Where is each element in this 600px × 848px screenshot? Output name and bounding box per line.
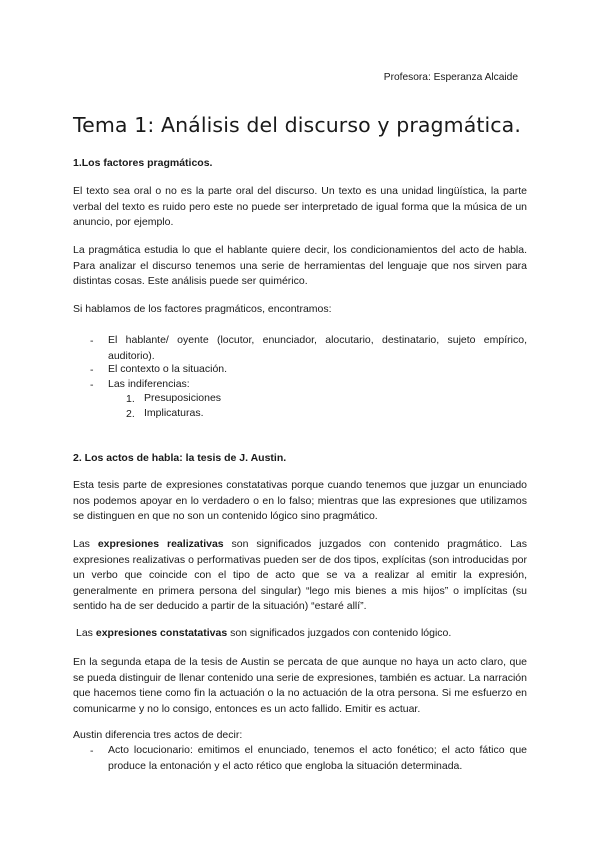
list-bullet: - bbox=[90, 379, 94, 391]
list-item: Las indiferencias: bbox=[108, 378, 190, 390]
paragraph: La pragmática estudia lo que el hablante quiere decir, los condicionamientos del acto de habla. Para analizar el discurso tenemos una serie de herramientas del lenguaje que nos sirven para distintas cosas. Este análisis puede ser quimérico. bbox=[73, 244, 527, 288]
list-item: El contexto o la situación. bbox=[108, 363, 228, 375]
sub-list-item: Implicaturas. bbox=[144, 407, 204, 419]
paragraph: En la segunda etapa de la tesis de Austin se percata de que aunque no haya un acto claro, que se pueda distinguir de llenar contenido una serie de expresiones, también es actuar. La narración que hacemos tiene como fin la actuación o la no actuación de la otra persona. Si me esfuerzo en comunicarme y no lo consigo, entonces es un acto fallido. Emitir es actuar. bbox=[73, 656, 527, 715]
list-bullet: - bbox=[90, 364, 94, 376]
list-bullet: - bbox=[90, 335, 94, 347]
list-number: 2. bbox=[126, 408, 135, 420]
paragraph-text: Las bbox=[73, 538, 98, 550]
list-item: El hablante/ oyente (locutor, enunciador, alocutario, destinatario, sujeto empírico, auditorio). bbox=[108, 334, 527, 362]
sub-list-item: Presuposiciones bbox=[144, 392, 222, 404]
bold-term: expresiones constatativas bbox=[95, 627, 228, 639]
list-number: 1. bbox=[126, 393, 135, 405]
paragraph: El texto sea oral o no es la parte oral del discurso. Un texto es una unidad lingüística, la parte verbal del texto es ruido pero este no puede ser interpretado de igual forma que la música de un anuncio, por ejemplo. bbox=[73, 185, 527, 229]
paragraph: Si hablamos de los factores pragmáticos, encontramos: bbox=[73, 303, 332, 315]
section-heading-2: 2. Los actos de habla: la tesis de J. Austin. bbox=[73, 452, 287, 464]
bold-term: expresiones realizativas bbox=[97, 538, 224, 550]
paragraph bbox=[73, 537, 527, 615]
page-title: Tema 1: Análisis del discurso y pragmática. bbox=[73, 113, 521, 137]
paragraph: Austin diferencia tres actos de decir: bbox=[73, 729, 243, 741]
paragraph bbox=[76, 626, 530, 642]
list-item: Acto locucionario: emitimos el enunciado, tenemos el acto fonético; el acto fático que produce la entonación y el acto rético que engloba la situación determinada. bbox=[108, 744, 527, 772]
teacher-name: Profesora: Esperanza Alcaide bbox=[383, 72, 518, 83]
paragraph-text: son significados juzgados con contenido pragmático. Las expresiones realizativas o performativas pueden ser de dos tipos, explícitas (son introducidas por un verbo que coincide con el tipo de acto que se va a realizar al emitir la expresión, generalmente en primera persona del singular) “lego mis bienes a mis hijos” o implícitas (su sentido ha de ser deducido a partir de la situación) “estaré allí”. bbox=[73, 538, 527, 613]
paragraph: Esta tesis parte de expresiones constatativas porque cuando tenemos que juzgar un enunciado nos podemos apoyar en lo verdadero o en lo falso; mientras que las expresiones que utilizamos se distinguen en que no son un contenido lógico sino pragmático. bbox=[73, 479, 527, 523]
paragraph-text: Las bbox=[76, 627, 96, 639]
section-heading-1: 1.Los factores pragmáticos. bbox=[73, 157, 213, 169]
paragraph-text: son significados juzgados con contenido lógico. bbox=[227, 627, 452, 639]
list-bullet: - bbox=[90, 745, 94, 757]
